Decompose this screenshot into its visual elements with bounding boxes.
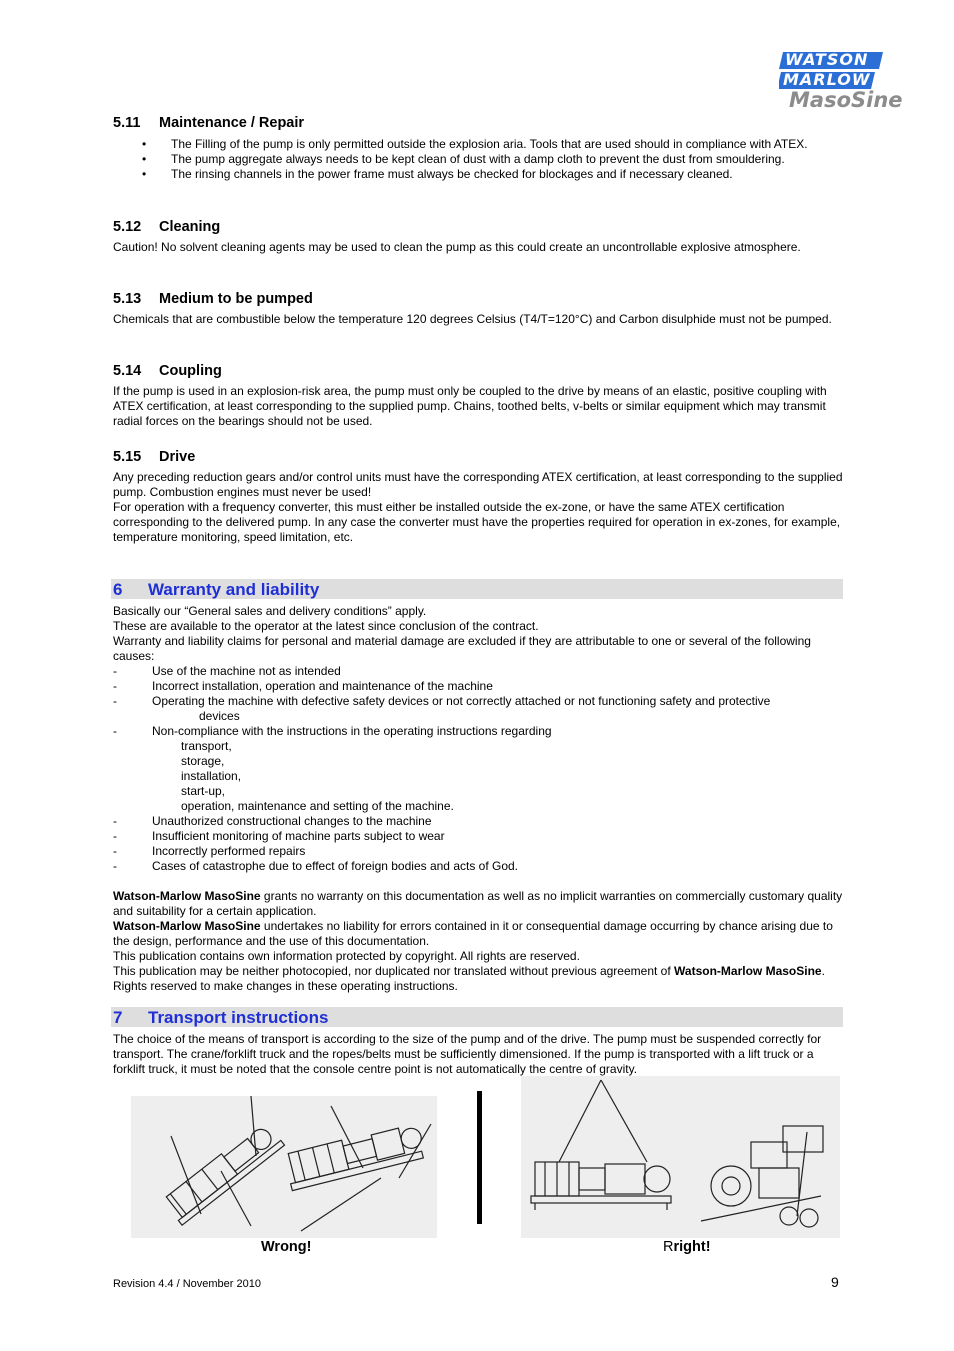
cause-item: - Incorrectly performed repairs (113, 844, 845, 859)
section-7-body (113, 1032, 845, 1077)
brand-name: Watson-Marlow MasoSine (113, 889, 261, 903)
chapter-heading-7 (111, 1007, 843, 1027)
brand-name: Watson-Marlow MasoSine (113, 919, 261, 933)
section-5-14 (113, 362, 848, 429)
cause-item (113, 694, 845, 724)
bullet-item: • The rinsing channels in the power frame must always be checked for blockages and if necessary cleaned. (113, 167, 845, 182)
paragraph: Warranty and liability claims for personal and material damage are excluded if they are attributable to one or several of the following causes: (113, 634, 811, 663)
section-5-12 (113, 218, 845, 255)
wrong-transport-drawing (131, 1096, 437, 1238)
revision-note: Revision 4.4 / November 2010 (113, 1278, 261, 1290)
sub-item: installation, (181, 769, 242, 783)
figure-divider (477, 1091, 482, 1224)
cause-text-continued: devices (199, 709, 240, 723)
section-5-11 (113, 114, 845, 182)
section-heading: 5.13 Medium to be pumped (113, 291, 313, 307)
section-6-body (113, 604, 845, 994)
brand-name: Watson-Marlow MasoSine (674, 964, 822, 978)
bullet-item: • The Filling of the pump is only permitted outside the explosion aria. Tools that are used should in compliance with ATEX. (113, 137, 845, 152)
chapter-heading-6 (111, 579, 843, 599)
logo-word-masosine: MasoSine (789, 88, 903, 112)
sub-item: transport, (181, 739, 232, 753)
cause-item: - Non-compliance with the instructions in the operating instructions regarding (113, 724, 845, 739)
wrong-transport-illustration (131, 1096, 437, 1238)
paragraph: This publication contains own information protected by copyright. All rights are reserved. (113, 949, 580, 963)
paragraph: Any preceding reduction gears and/or control units must have the corresponding ATEX certification, at least corresponding to the supplied pump. Combustion engines must never be used! (113, 470, 843, 499)
section-heading: 5.15 Drive (113, 449, 196, 465)
section-heading: 5.12 Cleaning (113, 219, 221, 235)
cause-item: - Insufficient monitoring of machine parts subject to wear (113, 829, 845, 844)
section-heading: 5.11 Maintenance / Repair (113, 115, 305, 131)
cause-text: - Operating the machine with defective safety devices or not correctly attached or not functioning safety and protective (152, 694, 771, 708)
page-number: 9 (831, 1274, 839, 1290)
company-logo (779, 50, 903, 112)
paragraph: This publication may be neither photocopied, nor duplicated nor translated without previous agreement of Watson-Marlow MasoSine. Rights reserved to make changes in these operating instructions. (113, 964, 825, 993)
wrong-caption: Wrong! (261, 1239, 312, 1255)
right-caption: Rright! (663, 1239, 711, 1255)
logo-word-watson: WATSON (785, 50, 869, 69)
section-5-13 (113, 290, 845, 327)
paragraph: Watson-Marlow MasoSine undertakes no liability for errors contained in it or consequential damage occurring by chance arising due to the design, performance and the use of this documentation. (113, 919, 833, 948)
paragraph: These are available to the operator at the latest since conclusion of the contract. (113, 619, 539, 633)
chapter-title: Warranty and liability (148, 580, 320, 599)
sub-item: storage, (181, 754, 225, 768)
chapter-number: 6 (113, 580, 123, 599)
section-heading: 5.14 Coupling (113, 363, 222, 379)
bullet-item: • The pump aggregate always needs to be kept clean of dust with a damp cloth to prevent the dust from smouldering. (113, 152, 845, 167)
logo-word-marlow: MARLOW (783, 70, 871, 89)
cause-item: - Cases of catastrophe due to effect of foreign bodies and acts of God. (113, 859, 845, 874)
cause-item: - Incorrect installation, operation and maintenance of the machine (113, 679, 845, 694)
cause-item: - Use of the machine not as intended (113, 664, 845, 679)
paragraph: If the pump is used in an explosion-risk area, the pump must only be coupled to the drive by means of an elastic, positive coupling with ATEX certification, at least corresponding to the supplied pump. Chains, toothed belts, v-belts or similar equipment which may transmit radial forces on the bearings should not be used. (113, 384, 827, 428)
paragraph: Watson-Marlow MasoSine grants no warranty on this documentation as well as no implicit warranties on commercially customary quality and suitability for a certain application. (113, 889, 843, 918)
section-5-15 (113, 448, 845, 545)
sub-item: operation, maintenance and setting of the machine. (181, 799, 454, 813)
paragraph: Basically our “General sales and delivery conditions” apply. (113, 604, 427, 618)
paragraph: Caution! No solvent cleaning agents may be used to clean the pump as this could create an uncontrollable explosive atmosphere. (113, 240, 801, 254)
chapter-title: Transport instructions (148, 1008, 329, 1027)
right-transport-illustration (521, 1076, 840, 1238)
cause-item: - Unauthorized constructional changes to the machine (113, 814, 845, 829)
paragraph: Chemicals that are combustible below the temperature 120 degrees Celsius (T4/T=120°C) and Carbon disulphide must not be pumped. (113, 312, 832, 326)
right-transport-drawing (521, 1076, 840, 1238)
sub-item: start-up, (181, 784, 226, 798)
chapter-number: 7 (113, 1008, 123, 1027)
paragraph: The choice of the means of transport is according to the size of the pump and of the drive. The pump must be suspended correctly for transport. The crane/forklift truck and the ropes/belts must be sufficiently dimensioned. If the pump is transported with a lift truck or a forklift truck, it must be noted that the console centre point is not automatically the centre of gravity. (113, 1032, 822, 1076)
paragraph: For operation with a frequency converter, this must either be installed outside the ex-zone, or have the same ATEX certification corresponding to the delivered pump. In any case the converter must have the properties required for operation in ex-zones, for example, temperature monitoring, speed limitation, etc. (113, 500, 841, 544)
